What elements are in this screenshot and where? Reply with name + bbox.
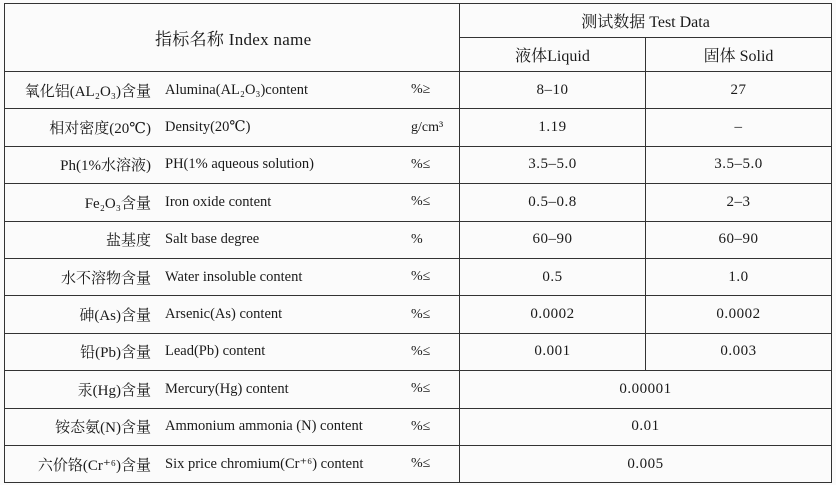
solid-value: 60–90 (646, 221, 832, 258)
parameter-name-en: Ammonium ammonia (N) content (165, 418, 363, 435)
parameter-name-cn: Fe₂O₃含量 (84, 195, 151, 212)
table-row (5, 371, 832, 408)
table-row (5, 109, 832, 146)
solid-value: 1.0 (646, 258, 832, 295)
parameter-cell (5, 296, 460, 333)
parameter-cell (5, 146, 460, 183)
solid-value: 3.5–5.0 (646, 146, 832, 183)
parameter-name-cn: 盐基度 (105, 233, 151, 250)
parameter-unit: %≤ (411, 343, 431, 359)
parameter-name-en: Lead(Pb) content (165, 343, 266, 360)
parameter-name-en: Arsenic(As) content (165, 306, 283, 323)
liquid-value: 1.19 (460, 109, 646, 146)
parameter-name-cn: 铅(Pb)含量 (80, 345, 151, 362)
liquid-value: 0.0002 (460, 296, 646, 333)
combined-value: 0.00001 (460, 371, 832, 408)
solid-value: 27 (646, 72, 832, 109)
parameter-unit: %≤ (411, 156, 431, 172)
parameter-name-cn: 氧化铝(AL₂O₃)含量 (24, 83, 151, 100)
parameter-name-en: Salt base degree (165, 231, 260, 248)
parameter-cell (5, 72, 460, 109)
combined-value: 0.005 (460, 445, 832, 482)
parameter-unit: % (411, 231, 423, 247)
table-row (5, 408, 832, 445)
table-row (5, 296, 832, 333)
header-row (5, 4, 832, 38)
test-data-header: 测试数据 Test Data (460, 4, 832, 38)
parameter-name-cn: Ph(1%水溶液) (60, 158, 151, 175)
parameter-unit: %≤ (411, 194, 431, 210)
parameter-name-en: Mercury(Hg) content (165, 380, 289, 397)
parameter-name-en: Six price chromium(Cr⁺⁶) content (165, 455, 364, 472)
solid-value: 2–3 (646, 184, 832, 221)
parameter-name-cn: 砷(As)含量 (79, 308, 151, 325)
parameter-unit: %≤ (411, 381, 431, 397)
parameter-name-en: Water insoluble content (165, 268, 303, 285)
table-row (5, 258, 832, 295)
table-row (5, 184, 832, 221)
parameter-unit: %≤ (411, 269, 431, 285)
parameter-name-cn: 铵态氨(N)含量 (55, 420, 151, 437)
parameter-name-en: Density(20℃) (165, 119, 251, 136)
parameter-name-cn: 汞(Hg)含量 (77, 382, 151, 399)
parameter-cell (5, 371, 460, 408)
parameter-cell (5, 221, 460, 258)
table-row (5, 445, 832, 482)
liquid-value: 3.5–5.0 (460, 146, 646, 183)
parameter-cell (5, 109, 460, 146)
parameter-unit: %≥ (411, 82, 431, 98)
parameter-unit: %≤ (411, 456, 431, 472)
table-row (5, 333, 832, 370)
parameter-unit: g/cm³ (411, 119, 444, 135)
table-row (5, 72, 832, 109)
parameter-name-cn: 水不溶物含量 (60, 270, 151, 287)
parameter-name-en: Iron oxide content (165, 193, 272, 210)
index-name-header: 指标名称 Index name (5, 4, 460, 72)
parameter-name-cn: 六价铬(Cr⁺⁶)含量 (37, 457, 151, 474)
parameter-name-en: PH(1% aqueous solution) (165, 156, 315, 173)
parameter-name-en: Alumina(AL₂O₃)content (165, 81, 308, 98)
parameter-cell (5, 258, 460, 295)
parameter-cell (5, 408, 460, 445)
parameter-unit: %≤ (411, 306, 431, 322)
test-data-table (4, 3, 832, 483)
liquid-value: 0.5 (460, 258, 646, 295)
liquid-value: 60–90 (460, 221, 646, 258)
combined-value: 0.01 (460, 408, 832, 445)
liquid-value: 0.5–0.8 (460, 184, 646, 221)
solid-header: 固体 Solid (646, 38, 832, 72)
parameter-cell (5, 184, 460, 221)
parameter-name-cn: 相对密度(20℃) (49, 121, 151, 138)
solid-value: 0.0002 (646, 296, 832, 333)
liquid-header: 液体Liquid (460, 38, 646, 72)
table-row (5, 146, 832, 183)
parameter-unit: %≤ (411, 418, 431, 434)
parameter-cell (5, 445, 460, 482)
table-row (5, 221, 832, 258)
parameter-cell (5, 333, 460, 370)
solid-value: – (646, 109, 832, 146)
liquid-value: 0.001 (460, 333, 646, 370)
solid-value: 0.003 (646, 333, 832, 370)
liquid-value: 8–10 (460, 72, 646, 109)
